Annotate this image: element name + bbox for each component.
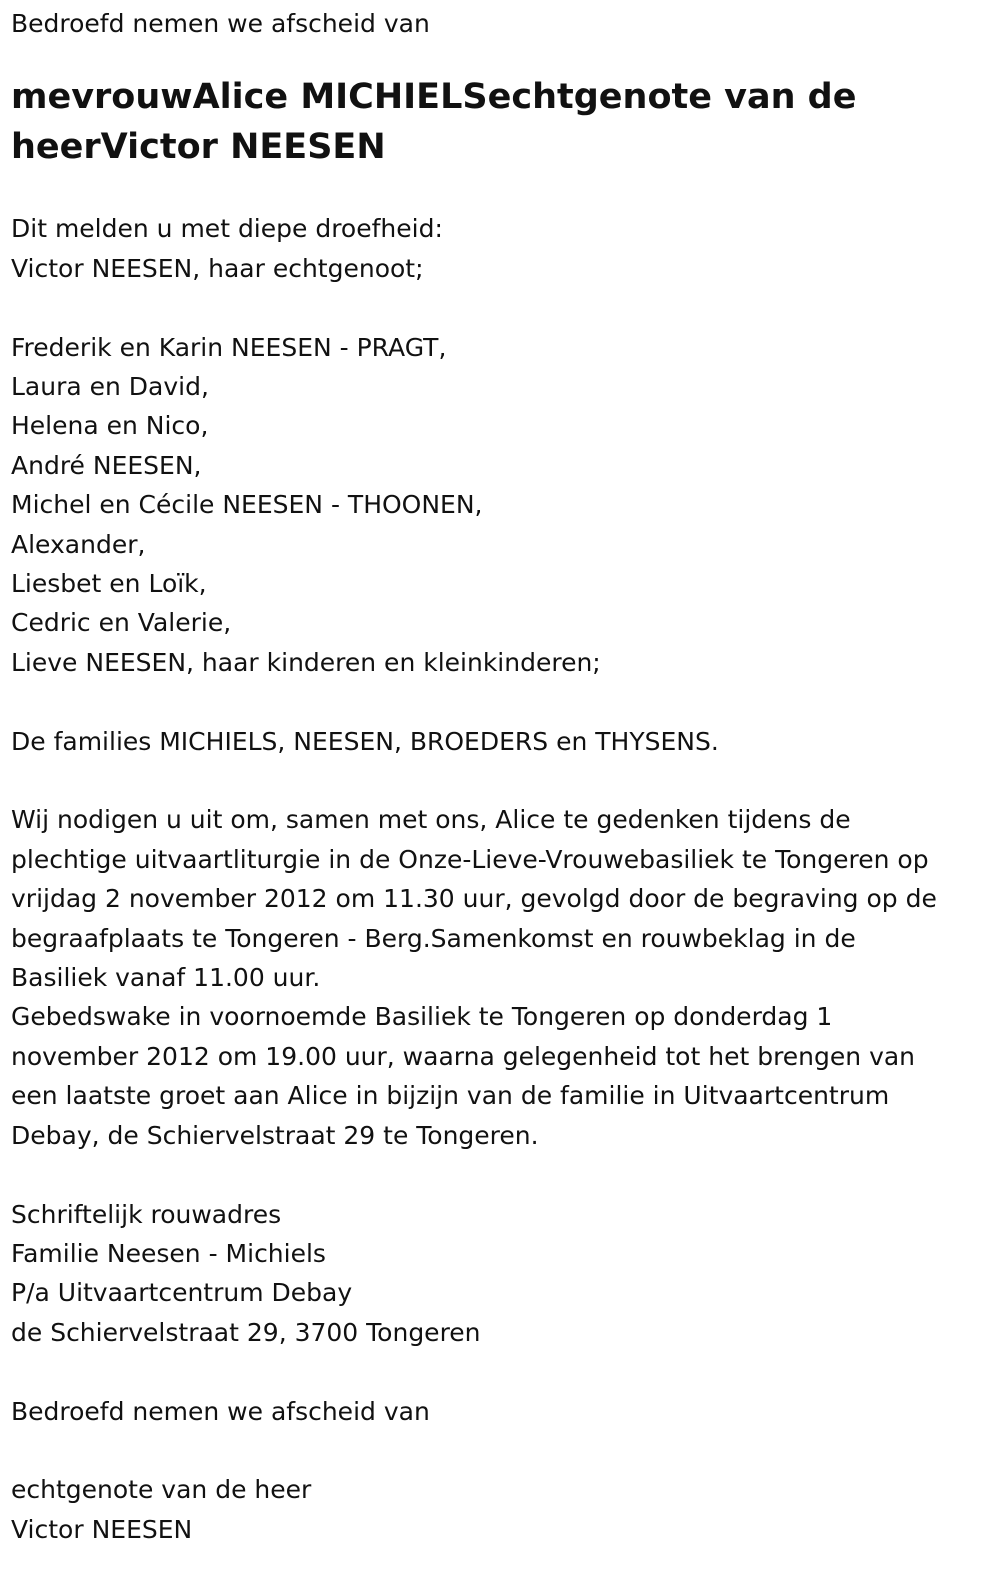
children-list — [11, 328, 1000, 683]
address-line: de Schiervelstraat 29, 3700 Tongeren — [11, 1317, 481, 1347]
vigil-line: Debay, de Schiervelstraat 29 te Tongeren. — [11, 1120, 539, 1150]
deceased-title-line-2: heerVictor NEESEN — [11, 127, 386, 168]
deceased-title — [11, 72, 1000, 172]
closing-intro-block — [11, 1392, 1000, 1431]
list-item: Laura en David, — [11, 372, 209, 402]
ceremony-line: Basiliek vanaf 11.00 uur. — [11, 963, 321, 993]
ceremony-line: begraafplaats te Tongeren - Berg.Samenkomst en rouwbeklag in de — [11, 923, 856, 953]
announcement-lead: Dit melden u met diepe droefheid: — [11, 214, 443, 244]
address-line: Familie Neesen - Michiels — [11, 1238, 326, 1268]
closing-block — [11, 1470, 1000, 1549]
address-line: P/a Uitvaartcentrum Debay — [11, 1278, 353, 1308]
ceremony-line: Wij nodigen u uit om, samen met ons, Alice te gedenken tijdens de — [11, 805, 851, 835]
families-block — [11, 722, 1000, 761]
list-item: Frederik en Karin NEESEN - PRAGT, — [11, 332, 447, 362]
address-block — [11, 1195, 1000, 1353]
list-item: Cedric en Valerie, — [11, 608, 232, 638]
announcement-block — [11, 209, 1000, 288]
ceremony-line: vrijdag 2 november 2012 om 11.30 uur, gevolgd door de begraving op de — [11, 884, 937, 914]
closing-line: echtgenote van de heer — [11, 1475, 312, 1505]
families-text: De families MICHIELS, NEESEN, BROEDERS en THYSENS. — [11, 726, 719, 756]
announcement-spouse: Victor NEESEN, haar echtgenoot; — [11, 253, 424, 283]
list-item: Liesbet en Loïk, — [11, 569, 207, 599]
vigil-line: november 2012 om 19.00 uur, waarna gelegenheid tot het brengen van — [11, 1041, 916, 1071]
list-item: André NEESEN, — [11, 450, 202, 480]
closing-line: Victor NEESEN — [11, 1514, 193, 1544]
ceremony-line: plechtige uitvaartliturgie in de Onze-Lieve-Vrouwebasiliek te Tongeren op — [11, 844, 929, 874]
list-item: Lieve NEESEN, haar kinderen en kleinkinderen; — [11, 647, 601, 677]
deceased-title-line-1: mevrouwAlice MICHIELSechtgenote van de — [11, 77, 857, 118]
obituary-page — [0, 4, 1000, 1549]
ceremony-block — [11, 800, 1000, 1155]
list-item: Helena en Nico, — [11, 411, 209, 441]
vigil-line: een laatste groet aan Alice in bijzijn van de familie in Uitvaartcentrum — [11, 1081, 890, 1111]
list-item: Michel en Cécile NEESEN - THOONEN, — [11, 490, 483, 520]
closing-intro: Bedroefd nemen we afscheid van — [11, 1396, 430, 1426]
list-item: Alexander, — [11, 529, 146, 559]
vigil-line: Gebedswake in voornoemde Basiliek te Tongeren op donderdag 1 — [11, 1002, 833, 1032]
intro-text: Bedroefd nemen we afscheid van — [11, 9, 430, 38]
address-line: Schriftelijk rouwadres — [11, 1199, 282, 1229]
